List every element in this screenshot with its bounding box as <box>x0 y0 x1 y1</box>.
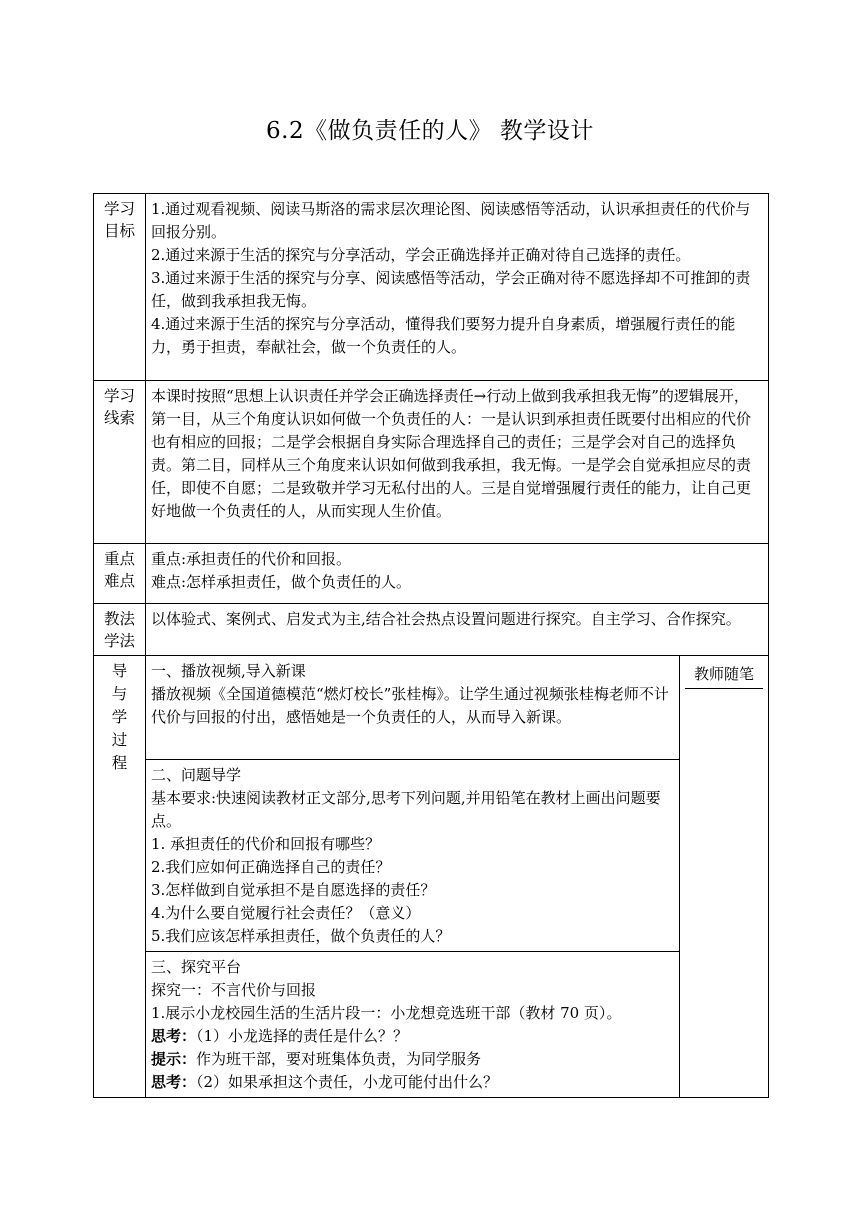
question-item: 3.怎样做到自觉承担不是自愿选择的责任？ <box>151 881 436 899</box>
objectives-label: 学习 目标 <box>94 194 146 381</box>
methods-label: 教法 学法 <box>94 604 146 656</box>
think-label: 思考： <box>151 1073 197 1091</box>
methods-row <box>94 604 769 656</box>
hint-label: 提示： <box>151 1050 197 1068</box>
teacher-notes-column <box>680 656 769 1098</box>
objective-item: 2.通过来源于生活的探究与分享活动，学会正确选择并正确对待自己选择的责任。 <box>151 246 691 264</box>
question-item: 1. 承担责任的代价和回报有哪些？ <box>151 835 381 853</box>
key-points-content <box>146 544 769 604</box>
section-heading: 一、播放视频,导入新课 <box>151 662 306 680</box>
process-row-questions <box>94 760 769 952</box>
think-label: 思考： <box>151 1027 197 1045</box>
section-text: 播放视频《全国道德模范“燃灯校长”张桂梅》。让学生通过视频张桂梅老师不计代价与回报的付出，感悟她是一个负责任的人，从而导入新课。 <box>151 685 669 726</box>
think-line-1: 思考：（1）小龙选择的责任是什么？？ <box>151 1027 409 1045</box>
section-explore <box>146 952 680 1098</box>
question-item: 5.我们应该怎样承担责任，做个负责任的人？ <box>151 927 451 945</box>
section-heading: 二、问题导学 <box>151 766 242 784</box>
requirement-text: 基本要求:快速阅读教材正文部分,思考下列问题,并用铅笔在教材上画出问题要点。 <box>151 789 661 830</box>
objectives-row <box>94 194 769 381</box>
section-intro <box>146 656 680 760</box>
question-item: 4.为什么要自觉履行社会责任？（意义） <box>151 904 421 922</box>
clues-row <box>94 381 769 544</box>
process-row-intro <box>94 656 769 760</box>
key-points-label: 重点 难点 <box>94 544 146 604</box>
explore-item: 1.展示小龙校园生活的生活片段一：小龙想竞选班干部（教材 70 页）。 <box>151 1004 622 1022</box>
objective-item: 4.通过来源于生活的探究与分享活动，懂得我们要努力提升自身素质，增强履行责任的能力，勇于担责，奉献社会，做一个负责任的人。 <box>151 315 736 356</box>
section-questions <box>146 760 680 952</box>
key-points-row <box>94 544 769 604</box>
question-item: 2.我们应如何正确选择自己的责任？ <box>151 858 391 876</box>
page-title: 6.2《做负责任的人》 教学设计 <box>266 118 594 144</box>
process-label: 导 与 学 过 程 <box>94 656 146 1098</box>
think-line-2: 思考：（2）如果承担这个责任，小龙可能付出什么？ <box>151 1073 499 1091</box>
hint-line: 提示：作为班干部，要对班集体负责，为同学服务 <box>151 1050 482 1068</box>
key-point: 重点:承担责任的代价和回报。 <box>151 550 352 568</box>
difficult-point: 难点:怎样承担责任，做个负责任的人。 <box>151 573 412 591</box>
objective-item: 1.通过观看视频、阅读马斯洛的需求层次理论图、阅读感悟等活动，认识承担责任的代价与回报分别。 <box>151 200 751 241</box>
section-heading: 三、探究平台 <box>151 958 242 976</box>
lesson-plan-table <box>93 193 769 1098</box>
clues-content: 本课时按照“思想上认识责任并学会正确选择责任→行动上做到我承担我无悔”的逻辑展开，第一目，从三个角度认识如何做一个负责任的人：一是认识到承担责任既要付出相应的代价也有相应的回报；二是学会根据自身实际合理选择自己的责任；三是学会对自己的选择负责。第二目，同样从三个角度来认识如何做到我承担，我无悔。一是学会自觉承担应尽的责任，即使不自愿；二是致敬并学习无私付出的人。三是自觉增强履行责任的能力，让自己更好地做一个负责任的人，从而实现人生价值。 <box>146 381 769 544</box>
objectives-content <box>146 194 769 381</box>
process-row-explore <box>94 952 769 1098</box>
clues-label: 学习 线索 <box>94 381 146 544</box>
teacher-notes-header: 教师随笔 <box>685 660 763 689</box>
methods-content: 以体验式、案例式、启发式为主,结合社会热点设置问题进行探究。自主学习、合作探究。 <box>146 604 769 656</box>
explore-subheading: 探究一：不言代价与回报 <box>151 981 317 999</box>
objective-item: 3.通过来源于生活的探究与分享、阅读感悟等活动，学会正确对待不愿选择却不可推卸的责任，做到我承担我无悔。 <box>151 269 751 310</box>
